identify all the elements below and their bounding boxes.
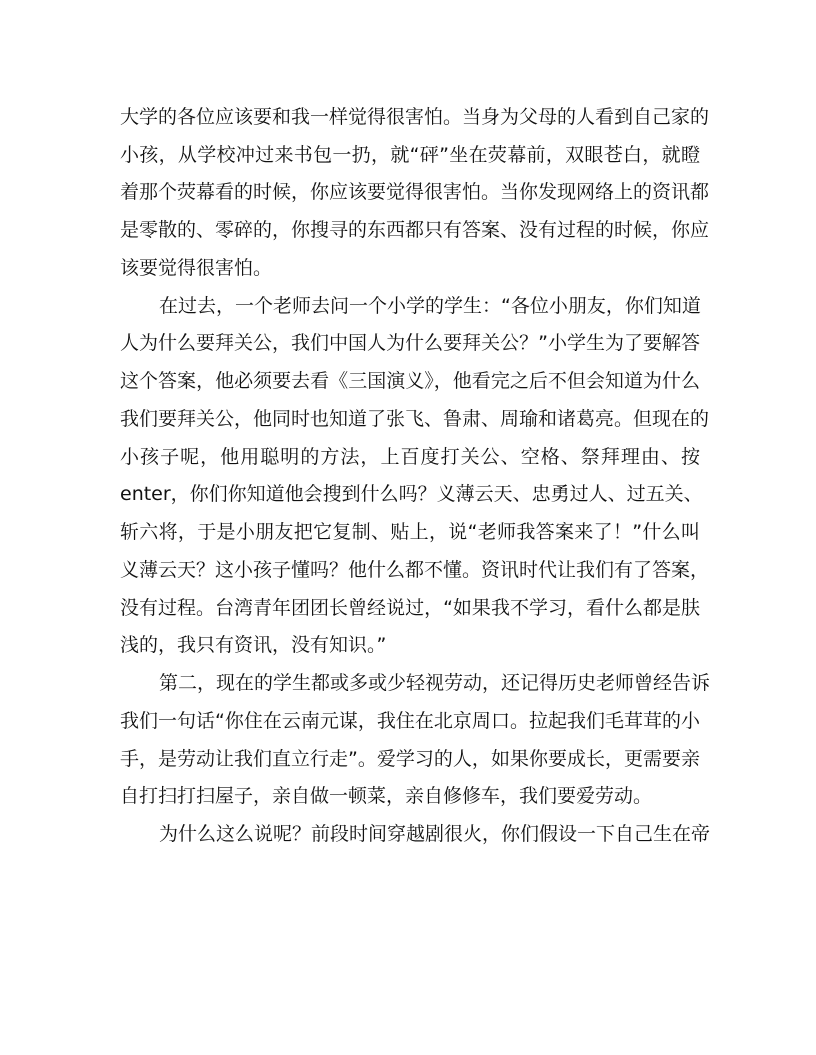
text-line: 大学的各位应该要和我一样觉得很害怕。当身为父母的人看到自己家的 — [120, 106, 710, 128]
paragraph-first-line: 为什么这么说呢？前段时间穿越剧很火，你们假设一下自己生在帝 — [159, 823, 711, 845]
text-line: 是零散的、零碎的，你搜寻的东西都只有答案、没有过程的时候，你应 — [120, 219, 710, 241]
text-line: 手，是劳动让我们直立行走”。爱学习的人，如果你要成长，更需要亲 — [120, 748, 700, 770]
text-line: 我们要拜关公，他同时也知道了张飞、鲁肃、周瑜和诸葛亮。但现在的 — [120, 408, 710, 430]
text-line: 自打扫打扫屋子，亲自做一顿菜，亲自修修车，我们要爱劳动。 — [120, 785, 653, 807]
text-line: 斩六将，于是小朋友把它复制、贴上，说“老师我答案来了！”什么叫 — [120, 521, 700, 543]
text-line: 该要觉得很害怕。 — [120, 257, 273, 279]
text-line: 人为什么要拜关公，我们中国人为什么要拜关公？”小学生为了要解答 — [120, 332, 700, 354]
paragraph-first-line: 在过去，一个老师去问一个小学的学生：“各位小朋友，你们知道 — [159, 295, 701, 317]
text-line: 小孩子呢，他用聪明的方法，上百度打关公、空格、祭拜理由、按 — [120, 446, 700, 468]
paragraph-first-line: 第二，现在的学生都或多或少轻视劳动，还记得历史老师曾经告诉 — [159, 672, 711, 694]
text-line: 着那个荧幕看的时候，你应该要觉得很害怕。当你发现网络上的资讯都 — [120, 181, 710, 203]
text-line: enter，你们你知道他会搜到什么吗？义薄云天、忠勇过人、过五关、 — [120, 483, 703, 505]
text-line: 浅的，我只有资讯，没有知识。” — [120, 634, 387, 656]
text-line: 义薄云天？这小孩子懂吗？他什么都不懂。资讯时代让我们有了答案， — [120, 559, 710, 581]
text-line: 这个答案，他必须要去看《三国演义》，他看完之后不但会知道为什么 — [120, 370, 700, 392]
text-line: 没有过程。台湾青年团团长曾经说过，“如果我不学习，看什么都是肤 — [120, 597, 700, 619]
text-line: 我们一句话“你住在云南元谋，我住在北京周口。拉起我们毛茸茸的小 — [120, 710, 700, 732]
text-line: 小孩，从学校冲过来书包一扔，就“砰”坐在荧幕前，双眼苍白，就瞪 — [120, 144, 700, 166]
